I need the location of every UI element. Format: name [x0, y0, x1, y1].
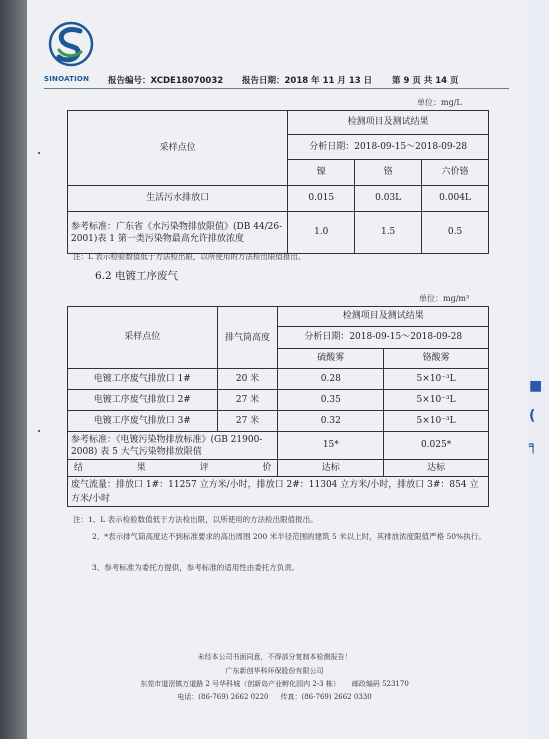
table1-note: 注：L 表示检验数值低于方法检出限，以所使用的方法检出限值报出。 — [73, 252, 306, 261]
footer-fax: 传真：(86-769) 2662 0330 — [280, 693, 372, 701]
table-row — [68, 212, 489, 254]
footer-disclaimer: 未经本公司书面同意，不得部分复制本检测报告！ — [197, 653, 352, 661]
table2-height: 27 米 — [217, 390, 278, 411]
table2-value: 5×10⁻³L — [384, 369, 489, 390]
table-row — [68, 460, 489, 477]
table2-evaluation-label: 结 果 评 价 — [68, 460, 278, 477]
table2-point: 电镀工序废气排放口 1# — [68, 369, 218, 390]
table1-item: 镍 — [288, 160, 355, 186]
punch-mark — [38, 430, 40, 432]
table2-reference: 参考标准：《电镀污染物排放标准》(GB 21900-2008) 表 5 大气污染物排放限值 — [68, 432, 278, 460]
table1-value: 0.03L — [355, 186, 422, 212]
table2-col-height: 排气筒高度 — [217, 307, 278, 369]
table1-col-sampling: 采样点位 — [68, 111, 288, 186]
table2-value: 0.35 — [278, 390, 384, 411]
table2-point: 电镀工序废气排放口 2# — [68, 390, 218, 411]
table1-item: 铬 — [355, 160, 422, 186]
table1-group-header: 检测项目及测试结果 — [288, 111, 489, 135]
table-row — [68, 369, 489, 390]
table1-value: 0.004L — [422, 186, 489, 212]
table1-reference: 参考标准：广东省《水污染物排放限值》(DB 44/26-2001)表 1 第一类污染物最高允许排放浓度 — [68, 212, 288, 254]
table2-item: 铬酸雾 — [384, 349, 489, 369]
table-row — [68, 477, 489, 507]
table2-note-2: 2、*表示排气筒高度达不到标准要求的高出周围 200 米半径范围的建筑 5 米以上时，其排放浓度限值严格 50%执行。 — [92, 532, 486, 541]
table2-point: 电镀工序废气排放口 3# — [68, 411, 218, 432]
header-rule — [44, 88, 509, 89]
table-row — [68, 186, 489, 212]
table2-evaluation: 达标 — [278, 460, 384, 477]
table2-col-sampling: 采样点位 — [68, 307, 218, 369]
table2-group-header: 检测项目及测试结果 — [278, 307, 489, 327]
table1-ref-value: 0.5 — [422, 212, 489, 254]
table2-height: 20 米 — [217, 369, 278, 390]
report-number: 报告编号：XCDE18070032 — [108, 76, 224, 86]
table1-analysis-date: 分析日期：2018-09-15～2018-09-28 — [288, 135, 489, 160]
table2-unit: 单位：mg/m³ — [419, 294, 470, 303]
page-info: 第 9 页 共 14 页 — [392, 76, 459, 86]
table2-evaluation: 达标 — [384, 460, 489, 477]
section-title: 6.2 电镀工序废气 — [95, 270, 179, 282]
footer-address: 东莞市道滘镇万道路 2 号华科城（创新岛产业孵化园内 2-3 栋） — [140, 680, 340, 688]
table2-value: 5×10⁻³L — [384, 390, 489, 411]
footer-tel: 电话：(86-769) 2662 0220 — [177, 693, 269, 701]
table2-value: 0.32 — [278, 411, 384, 432]
table2-value: 0.28 — [278, 369, 384, 390]
table1-ref-value: 1.0 — [288, 212, 355, 254]
company-logo-icon — [47, 20, 95, 72]
report-date: 报告日期：2018 年 11 月 13 日 — [242, 76, 373, 86]
table2-note-1: 注：1、L 表示检验数值低于方法检出限，以所使用的方法检出限值报出。 — [73, 515, 318, 524]
table2-analysis-date: 分析日期：2018-09-15～2018-09-28 — [278, 327, 489, 349]
page-shadow — [0, 0, 27, 739]
footer-postcode: 邮政编码 523170 — [351, 680, 409, 688]
table-row — [68, 411, 489, 432]
footer-address-line — [0, 679, 549, 689]
next-page-edge: ■ ( ╕ — [527, 0, 549, 739]
table2 — [67, 306, 489, 507]
table1-point: 生活污水排放口 — [68, 186, 288, 212]
table1-item: 六价铬 — [422, 160, 489, 186]
punch-mark — [38, 152, 40, 154]
logo-text: SINOATION — [44, 75, 90, 83]
table2-ref-value: 0.025* — [384, 432, 489, 460]
table-row — [68, 390, 489, 411]
table2-ref-value: 15* — [278, 432, 384, 460]
table2-flow: 废气流量：排放口 1#：11257 立方米/小时，排放口 2#：11304 立方米/小时，排放口 3#：854 立方米/小时 — [68, 477, 489, 507]
table2-note-3: 3、参考标准为委托方提供，参考标准的适用性由委托方负责。 — [92, 563, 300, 572]
table1-value: 0.015 — [288, 186, 355, 212]
table1-unit: 单位：mg/L — [417, 98, 462, 107]
table-row — [68, 432, 489, 460]
table2-value: 5×10⁻³L — [384, 411, 489, 432]
table2-height: 27 米 — [217, 411, 278, 432]
footer-contact-line — [0, 692, 549, 702]
table1 — [67, 110, 489, 254]
table2-item: 硫酸雾 — [278, 349, 384, 369]
footer-company: 广东新创华科环保股份有限公司 — [225, 667, 324, 675]
table1-ref-value: 1.5 — [355, 212, 422, 254]
